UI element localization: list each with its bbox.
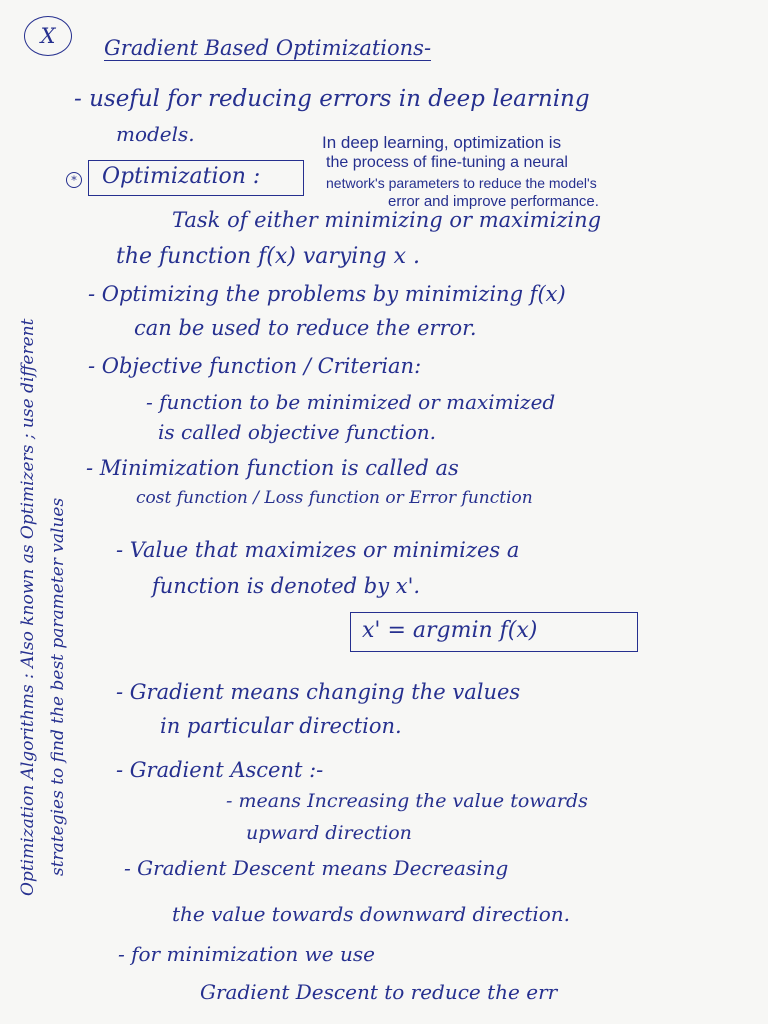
text-line: the function f(x) varying x .	[116, 244, 420, 269]
text-line: in particular direction.	[160, 714, 402, 738]
text-line: function is denoted by x'.	[152, 574, 421, 598]
text-line: the value towards downward direction.	[172, 902, 571, 926]
text-line: can be used to reduce the error.	[134, 316, 477, 340]
definition-line: error and improve performance.	[388, 193, 599, 210]
text-line: - means Increasing the value towards	[226, 790, 588, 812]
text-line: - function to be minimized or maximized	[146, 390, 556, 414]
page-title: Gradient Based Optimizations-	[104, 36, 432, 60]
corner-mark-text: X	[40, 24, 56, 48]
text-line: Task of either minimizing or maximizing	[172, 208, 602, 232]
text-line: - useful for reducing errors in deep learning	[74, 86, 590, 112]
text-line: - Gradient Ascent :-	[116, 758, 324, 782]
text-line: upward direction	[246, 822, 412, 844]
text-line: - Gradient means changing the values	[116, 680, 521, 704]
text-line: - Value that maximizes or minimizes a	[116, 538, 520, 562]
definition-line: network's parameters to reduce the model's	[326, 175, 597, 191]
definition-line: In deep learning, optimization is	[322, 133, 562, 152]
text-line: models.	[116, 122, 195, 146]
text-line: - for minimization we use	[118, 942, 375, 966]
margin-note-line-1: Optimization Algorithms : Also known as Optimizers ; use different	[18, 318, 38, 896]
star-bullet-icon: *	[66, 172, 82, 188]
text-line: - Objective function / Criterian:	[88, 354, 422, 378]
optimization-label: Optimization :	[102, 164, 261, 189]
text-line: cost function / Loss function or Error function	[136, 488, 533, 508]
formula: x' = argmin f(x)	[362, 618, 538, 643]
text-line: - Minimization function is called as	[86, 456, 459, 480]
text-line: is called objective function.	[158, 420, 437, 444]
definition-line: the process of fine-tuning a neural	[326, 154, 568, 171]
text-line: Gradient Descent to reduce the err	[200, 980, 558, 1004]
margin-note-line-2: strategies to find the best parameter values	[48, 497, 68, 876]
margin-note	[18, 6, 90, 896]
text-line: - Optimizing the problems by minimizing f(x)	[88, 282, 566, 306]
text-line: - Gradient Descent means Decreasing	[124, 856, 509, 880]
